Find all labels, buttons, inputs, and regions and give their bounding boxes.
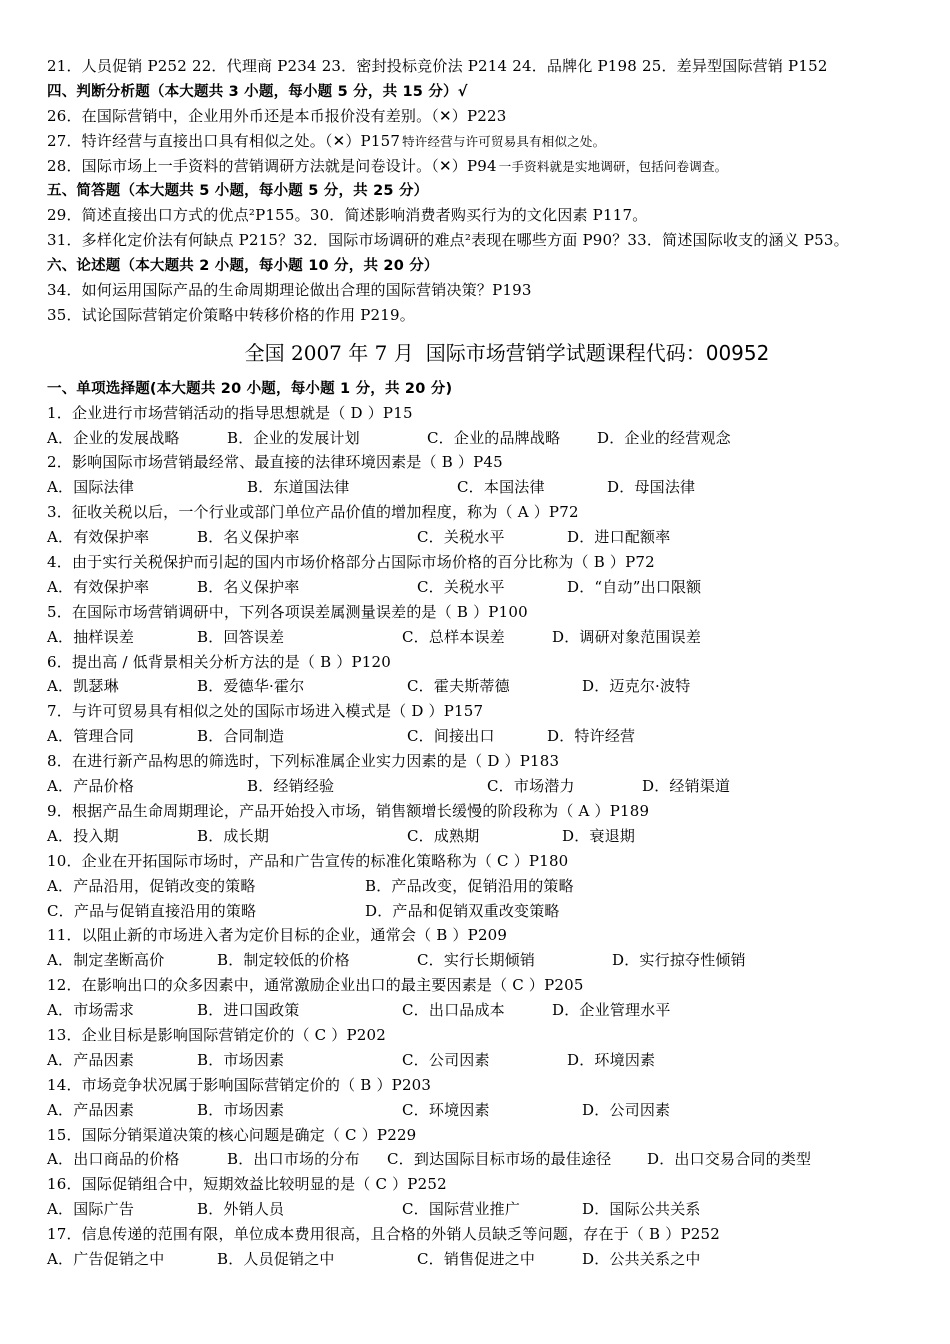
question-options	[47, 476, 927, 501]
question-stem: 7．与许可贸易具有相似之处的国际市场进入模式是（ D ）P157	[47, 702, 484, 721]
option-d: D．公共关系之中	[582, 1249, 701, 1268]
option-c: C．实行长期倾销	[417, 951, 536, 970]
option-d: D．“自动”出口限额	[567, 577, 702, 596]
option-b: B．产品改变，促销沿用的策略	[365, 876, 574, 895]
question-stem: 14．市场竞争状况属于影响国际营销定价的（ B ）P203	[47, 1075, 432, 1094]
question-stem: 15．国际分销渠道决策的核心问题是确定（ C ）P229	[47, 1125, 417, 1144]
option-d: D．企业管理水平	[552, 1001, 671, 1020]
option-c: C．销售促进之中	[417, 1249, 536, 1268]
option-b: B．进口国政策	[197, 1001, 300, 1020]
option-c: C．霍夫斯蒂德	[407, 677, 510, 696]
option-c: C．关税水平	[417, 528, 505, 547]
answer-text-28: 28．国际市场上一手资料的营销调研方法就是问卷设计。（✕）P94	[47, 156, 497, 175]
option-c: C．企业的品牌战略	[427, 428, 561, 447]
option-a: A．国际广告	[47, 1200, 135, 1219]
question-options	[47, 1198, 927, 1223]
answer-line-26: 26．在国际营销中，企业用外币还是本币报价没有差别。（✕）P223	[47, 106, 507, 125]
option-c: C．公司因素	[402, 1050, 490, 1069]
question-options	[47, 775, 927, 800]
question-list	[47, 402, 927, 1273]
question-stem: 9．根据产品生命周期理论，产品开始投入市场，销售额增长缓慢的阶段称为（ A ）P189	[47, 801, 650, 820]
answer-line-29-30: 29．简述直接出口方式的优点²P155。30．简述影响消费者购买行为的文化因素 P117。	[47, 206, 648, 225]
option-c: C．关税水平	[417, 577, 505, 596]
option-b: B．外销人员	[197, 1200, 285, 1219]
question-options	[47, 999, 927, 1024]
document-page	[47, 55, 927, 1273]
exam-title	[87, 329, 927, 377]
option-d: D．进口配额率	[567, 528, 671, 547]
option-d: D．母国法律	[607, 478, 696, 497]
answer-note-28: 一手资料就是实地调研，包括问卷调查。	[498, 158, 728, 174]
option-a: A．出口商品的价格	[47, 1150, 180, 1169]
question-options	[47, 900, 927, 925]
answer-note-27: 特许经营与许可贸易具有相似之处。	[402, 133, 606, 149]
section-heading-essay: 六、论述题（本大题共 2 小题，每小题 10 分，共 20 分）	[47, 258, 439, 275]
option-b: B．制定较低的价格	[217, 951, 350, 970]
question-stem: 8．在进行新产品构思的筛选时，下列标准属企业实力因素的是（ D ）P183	[47, 752, 560, 771]
question-options	[47, 1148, 927, 1173]
question-options	[47, 725, 927, 750]
answer-line-28	[47, 155, 927, 180]
option-b: B．成长期	[197, 826, 270, 845]
option-b: B．市场因素	[197, 1100, 285, 1119]
answer-line-27	[47, 130, 927, 155]
option-a: A．抽样误差	[47, 627, 135, 646]
option-a: A．有效保护率	[47, 528, 150, 547]
option-a: A．产品价格	[47, 777, 135, 796]
question-options	[47, 576, 927, 601]
option-a: A．产品因素	[47, 1100, 135, 1119]
question-stem: 16．国际促销组合中，短期效益比较明显的是（ C ）P252	[47, 1175, 447, 1194]
question-stem: 17．信息传递的范围有限，单位成本费用很高，且合格的外销人员缺乏等问题，存在于（ B ）P252	[47, 1225, 720, 1244]
option-c: C．市场潜力	[487, 777, 575, 796]
option-b: B．市场因素	[197, 1050, 285, 1069]
option-a: A．市场需求	[47, 1001, 135, 1020]
option-a: A．凯瑟琳	[47, 677, 119, 696]
option-d: D．出口交易合同的类型	[647, 1150, 812, 1169]
option-b: B．东道国法律	[247, 478, 350, 497]
option-b: B．名义保护率	[197, 528, 300, 547]
option-a: A．国际法律	[47, 478, 135, 497]
option-c: C．产品与促销直接沿用的策略	[47, 901, 257, 920]
option-d: D．特许经营	[547, 727, 636, 746]
option-a: A．企业的发展战略	[47, 428, 180, 447]
option-d: D．企业的经营观念	[597, 428, 731, 447]
option-c: C．间接出口	[407, 727, 495, 746]
option-a: A．产品因素	[47, 1050, 135, 1069]
option-d: D．公司因素	[582, 1100, 671, 1119]
option-b: B．出口市场的分布	[227, 1150, 360, 1169]
question-stem: 10．企业在开拓国际市场时，产品和广告宣传的标准化策略称为（ C ）P180	[47, 851, 569, 870]
question-options	[47, 1248, 927, 1273]
section-heading-judgment: 四、判断分析题（本大题共 3 小题，每小题 5 分，共 15 分）√	[47, 83, 468, 100]
option-d: D．经销渠道	[642, 777, 731, 796]
option-c: C．本国法律	[457, 478, 545, 497]
option-a: A．制定垄断高价	[47, 951, 165, 970]
option-d: D．国际公共关系	[582, 1200, 701, 1219]
question-options	[47, 825, 927, 850]
question-stem: 6．提出高 / 低背景相关分析方法的是（ B ）P120	[47, 652, 392, 671]
section-heading-single-choice: 一、单项选择题(本大题共 20 小题，每小题 1 分，共 20 分)	[47, 380, 453, 397]
option-c: C．国际营业推广	[402, 1200, 521, 1219]
option-c: C．成熟期	[407, 826, 480, 845]
question-stem: 2．影响国际市场营销最经常、最直接的法律环境因素是（ B ）P45	[47, 453, 503, 472]
option-b: B．人员促销之中	[217, 1249, 335, 1268]
question-options	[47, 949, 927, 974]
question-options	[47, 1049, 927, 1074]
question-stem: 13．企业目标是影响国际营销定价的（ C ）P202	[47, 1025, 387, 1044]
question-stem: 5．在国际市场营销调研中，下列各项误差属测量误差的是（ B ）P100	[47, 602, 528, 621]
option-b: B．合同制造	[197, 727, 285, 746]
option-b: B．名义保护率	[197, 577, 300, 596]
question-options	[47, 875, 927, 900]
option-c: C．总样本误差	[402, 627, 505, 646]
question-stem: 12．在影响出口的众多因素中，通常激励企业出口的最主要因素是（ C ）P205	[47, 976, 584, 995]
option-b: B．经销经验	[247, 777, 335, 796]
answer-line-35: 35．试论国际营销定价策略中转移价格的作用 P219。	[47, 305, 415, 324]
option-a: A．广告促销之中	[47, 1249, 165, 1268]
option-d: D．产品和促销双重改变策略	[365, 901, 560, 920]
option-b: B．企业的发展计划	[227, 428, 360, 447]
question-options	[47, 675, 927, 700]
option-a: A．产品沿用，促销改变的策略	[47, 876, 256, 895]
option-a: A．投入期	[47, 826, 119, 845]
answer-text-27: 27．特许经营与直接出口具有相似之处。（✕）P157	[47, 131, 401, 150]
option-c: C．环境因素	[402, 1100, 490, 1119]
option-a: A．有效保护率	[47, 577, 150, 596]
answer-line-21-25: 21．人员促销 P252 22．代理商 P234 23．密封投标竞价法 P214 24．品牌化 P198 25．差异型国际营销 P152	[47, 57, 828, 75]
exam-title-course-code: 课程代码：00952	[605, 340, 770, 365]
question-options	[47, 626, 927, 651]
question-options	[47, 1099, 927, 1124]
question-options	[47, 526, 927, 551]
exam-title-subject: 国际市场营销学试题	[425, 340, 606, 365]
option-d: D．实行掠夺性倾销	[612, 951, 746, 970]
question-stem: 1．企业进行市场营销活动的指导思想就是（ D ）P15	[47, 403, 413, 422]
question-stem: 3．征收关税以后，一个行业或部门单位产品价值的增加程度，称为（ A ）P72	[47, 503, 579, 522]
option-d: D．衰退期	[562, 826, 636, 845]
option-a: A．管理合同	[47, 727, 135, 746]
option-c: C．出口品成本	[402, 1001, 505, 1020]
option-c: C．到达国际目标市场的最佳途径	[387, 1150, 612, 1169]
question-stem: 4．由于实行关税保护而引起的国内市场价格部分占国际市场价格的百分比称为（ B ）P72	[47, 553, 655, 572]
question-options	[47, 427, 927, 452]
exam-title-date: 全国 2007 年 7 月	[244, 340, 414, 365]
option-d: D．环境因素	[567, 1050, 656, 1069]
section-heading-short-answer: 五、简答题（本大题共 5 小题，每小题 5 分，共 25 分）	[47, 183, 429, 200]
option-d: D．迈克尔·波特	[582, 677, 691, 696]
option-b: B．回答误差	[197, 627, 285, 646]
question-stem: 11．以阻止新的市场进入者为定价目标的企业，通常会（ B ）P209	[47, 926, 508, 945]
option-b: B．爱德华·霍尔	[197, 677, 305, 696]
answer-line-34: 34．如何运用国际产品的生命周期理论做出合理的国际营销决策？P193	[47, 281, 532, 300]
answer-line-31-33: 31．多样化定价法有何缺点 P215？32．国际市场调研的难点²表现在哪些方面 P90？33．简述国际收支的涵义 P53。	[47, 231, 849, 250]
option-d: D．调研对象范围误差	[552, 627, 702, 646]
